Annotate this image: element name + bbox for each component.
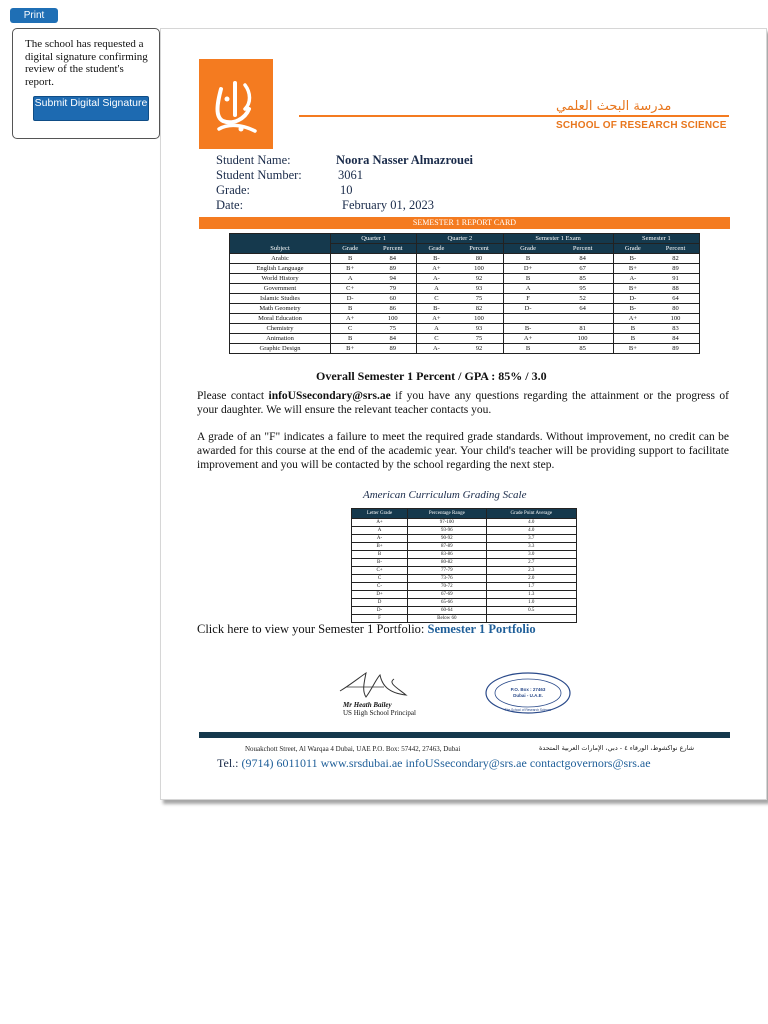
letter-grade-cell: A+ [331,314,370,324]
percent-cell: 94 [369,274,416,284]
group-header: Quarter 2 [417,234,503,244]
subject-cell: Math Geometry [230,304,331,314]
letter-grade-cell: C+ [331,284,370,294]
scale-gpa-cell: 4.0 [486,527,576,535]
footer-phone: (9714) 6011011 [241,756,318,770]
overall-gpa: Overall Semester 1 Percent / GPA : 85% / 3.0 [316,369,547,383]
letter-grade-cell: A+ [417,264,456,274]
grade-row [230,304,700,314]
percent-cell: 89 [652,344,699,354]
percent-cell: 79 [369,284,416,294]
scale-row [352,527,577,535]
scale-letter-cell: C+ [352,567,408,575]
grade-row [216,183,353,198]
letter-grade-cell: B- [503,324,553,334]
letter-grade-cell: A- [417,274,456,284]
signatory-name: Mr Heath Bailey [343,701,392,709]
scale-letter-cell: A+ [352,519,408,527]
subject-header: Subject [230,234,331,254]
percent-subheader: Percent [652,244,699,254]
scale-row [352,519,577,527]
report-date: February 01, 2023 [342,198,434,212]
student-name-label: Student Name: [216,153,291,167]
percent-cell: 75 [369,324,416,334]
letter-grade-cell: A+ [503,334,553,344]
school-stamp [484,671,572,715]
scale-row [352,607,577,615]
scale-header: Grade Point Average [486,509,576,519]
grade-subheader: Grade [613,244,652,254]
date-row [216,198,434,213]
signature-request-message: The school has requested a digital signature confirming review of the student's report. [25,38,148,88]
grading-scale-table [351,508,577,623]
letter-grade-cell: A [503,284,553,294]
scale-row [352,575,577,583]
scale-gpa-cell: 1.7 [486,583,576,591]
contact-email: infoUSsecondary@srs.ae [268,390,391,402]
scale-letter-cell: B+ [352,543,408,551]
scale-row [352,599,577,607]
letter-grade-cell [503,314,553,324]
scale-range-cell: 77-79 [408,567,487,575]
grade-subheader: Grade [503,244,553,254]
scale-row [352,551,577,559]
subject-cell: Moral Education [230,314,331,324]
letter-grade-cell: D- [503,304,553,314]
percent-cell: 91 [652,274,699,284]
scale-gpa-cell: 3.3 [486,543,576,551]
scale-row [352,567,577,575]
footer-contacts [217,756,651,771]
tel-label: Tel.: [217,756,242,770]
scale-row [352,535,577,543]
percent-cell: 92 [456,274,503,284]
letter-grade-cell: B [331,304,370,314]
percent-cell: 82 [456,304,503,314]
percent-subheader: Percent [553,244,614,254]
school-name: SCHOOL OF RESEARCH SCIENCE [556,120,727,131]
student-name: Noora Nasser Almazrouei [336,153,474,167]
principal-signature [336,667,426,703]
percent-cell: 84 [369,334,416,344]
scale-range-cell: Below 60 [408,615,487,623]
letter-grade-cell: B [503,274,553,284]
subject-cell: Government [230,284,331,294]
letter-grade-cell: B- [417,304,456,314]
percent-cell: 64 [553,304,614,314]
scale-gpa-cell: 1.3 [486,591,576,599]
scale-header: Percentage Range [408,509,487,519]
percent-cell: 100 [456,264,503,274]
letter-grade-cell: F [503,294,553,304]
subject-cell: Animation [230,334,331,344]
scale-range-cell: 80-82 [408,559,487,567]
student-number: 3061 [338,168,363,182]
scale-range-cell: 67-69 [408,591,487,599]
percent-cell: 85 [553,274,614,284]
grade-row [230,314,700,324]
percent-cell: 95 [553,284,614,294]
letter-grade-cell: B+ [613,344,652,354]
grade-row [230,274,700,284]
percent-cell: 81 [553,324,614,334]
scale-range-cell: 70-72 [408,583,487,591]
scale-letter-cell: A- [352,535,408,543]
contact-text-after: if you have any questions regarding the attainment or the progress of your daughter. We will ensure the relevant teacher contacts you. [197,390,729,416]
grade-row [230,334,700,344]
scale-letter-cell: D- [352,607,408,615]
grading-scale-title: American Curriculum Grading Scale [363,489,527,501]
percent-cell: 75 [456,334,503,344]
letter-grade-cell: B [331,334,370,344]
report-card-banner: SEMESTER 1 REPORT CARD [199,217,730,229]
grade-subheader: Grade [417,244,456,254]
failure-policy-paragraph: A grade of an "F" indicates a failure to meet the required grade standards. Without improvement, no credit can be awarded for this course at the end of the academic year. Your child's teacher will be providing support to facilitate improvement and you will be contacted by the school regarding the next step. [197,431,729,471]
percent-cell: 64 [652,294,699,304]
percent-subheader: Percent [369,244,416,254]
scale-range-cell: 73-76 [408,575,487,583]
grade-row [230,264,700,274]
letter-grade-cell: B- [417,254,456,264]
percent-cell: 89 [369,264,416,274]
percent-cell: 89 [652,264,699,274]
scale-gpa-cell: 2.7 [486,559,576,567]
report-card-document [160,28,767,800]
subject-cell: Islamic Studies [230,294,331,304]
letter-grade-cell: B- [613,304,652,314]
grade-value: 10 [340,183,353,197]
percent-cell [553,314,614,324]
percent-cell: 86 [369,304,416,314]
subject-cell: Chemistry [230,324,331,334]
student-number-row [216,168,363,183]
school-logo-icon [199,59,273,149]
contact-paragraph [197,390,729,418]
footer-governors-email-link[interactable]: contactgovernors@srs.ae [529,756,651,770]
scale-letter-cell: B- [352,559,408,567]
percent-cell: 100 [456,314,503,324]
scale-letter-cell: A [352,527,408,535]
scale-range-cell: 60-64 [408,607,487,615]
footer-address: Nouakchott Street, Al Warqaa 4 Dubai, UAE P.O. Box: 57442, 27463, Dubai [245,745,461,753]
portfolio-line [197,622,536,637]
scale-row [352,591,577,599]
date-label: Date: [216,198,244,212]
scale-gpa-cell: 2.0 [486,575,576,583]
student-name-row [216,153,473,168]
contact-text-before: Please contact [197,390,269,402]
scale-range-cell: 87-89 [408,543,487,551]
letter-grade-cell: B+ [613,264,652,274]
letter-grade-cell: B [613,324,652,334]
percent-cell: 67 [553,264,614,274]
stamp-city: Dubai - U.A.E. [513,693,543,698]
letter-grade-cell: B [503,254,553,264]
signatory-role: US High School Principal [343,709,416,717]
subject-cell: English Language [230,264,331,274]
percent-cell: 60 [369,294,416,304]
percent-cell: 82 [652,254,699,264]
letter-grade-cell: B [331,254,370,264]
scale-letter-cell: B [352,551,408,559]
scale-range-cell: 90-92 [408,535,487,543]
grade-row [230,294,700,304]
percent-subheader: Percent [456,244,503,254]
percent-cell: 100 [369,314,416,324]
scale-letter-cell: F [352,615,408,623]
scale-gpa-cell: 4.0 [486,519,576,527]
letter-grade-cell: B [613,334,652,344]
letter-grade-cell: B+ [331,264,370,274]
scale-range-cell: 97-100 [408,519,487,527]
group-header: Semester 1 Exam [503,234,613,244]
percent-cell: 84 [652,334,699,344]
letter-grade-cell: C [417,334,456,344]
percent-cell: 75 [456,294,503,304]
letter-grade-cell: B- [613,254,652,264]
scale-range-cell: 83-86 [408,551,487,559]
student-number-label: Student Number: [216,168,302,182]
letter-grade-cell: D+ [503,264,553,274]
subject-cell: Graphic Design [230,344,331,354]
percent-cell: 88 [652,284,699,294]
percent-cell: 93 [456,284,503,294]
percent-cell: 84 [553,254,614,264]
percent-cell: 80 [652,304,699,314]
scale-row [352,543,577,551]
scale-range-cell: 93-96 [408,527,487,535]
scale-letter-cell: D+ [352,591,408,599]
scale-gpa-cell: 3.0 [486,551,576,559]
percent-cell: 100 [553,334,614,344]
letter-grade-cell: A+ [417,314,456,324]
portfolio-prefix: Click here to view your Semester 1 Portfolio: [197,622,428,636]
group-header: Quarter 1 [331,234,417,244]
footer-address-arabic: شارع نواكشوط، الورقاء ٤ - دبي، الإمارات العربية المتحدة [539,744,695,752]
school-logo [199,59,273,149]
footer-email-link[interactable]: infoUSsecondary@srs.ae [405,756,527,770]
scale-gpa-cell: 0.5 [486,607,576,615]
grade-row [230,284,700,294]
group-header: Semester 1 [613,234,699,244]
scale-header: Letter Grade [352,509,408,519]
signature-request-panel [12,28,160,139]
letter-grade-cell: C [331,324,370,334]
letter-grade-cell: A+ [613,314,652,324]
scale-gpa-cell: 1.0 [486,599,576,607]
school-name-arabic: مدرسة البحث العلمي [556,99,672,114]
subject-cell: Arabic [230,254,331,264]
grade-row [230,254,700,264]
print-button[interactable]: Print [10,8,58,23]
stamp-pobox: P.O. Box : 27463 [510,687,546,692]
percent-cell: 85 [553,344,614,354]
semester-portfolio-link[interactable]: Semester 1 Portfolio [427,622,536,636]
grade-subheader: Grade [331,244,370,254]
percent-cell: 84 [369,254,416,264]
letter-grade-cell: B+ [331,344,370,354]
footer-divider [199,732,730,738]
grade-label: Grade: [216,183,251,197]
letter-grade-cell: C [417,294,456,304]
letter-grade-cell: D- [613,294,652,304]
percent-cell: 92 [456,344,503,354]
percent-cell: 80 [456,254,503,264]
letter-grade-cell: A [331,274,370,284]
scale-range-cell: 65-66 [408,599,487,607]
scale-gpa-cell: 3.7 [486,535,576,543]
scale-row [352,583,577,591]
subject-cell: World History [230,274,331,284]
letter-grade-cell: B [503,344,553,354]
scale-letter-cell: C- [352,583,408,591]
letter-grade-cell: B+ [613,284,652,294]
scale-gpa-cell: 2.3 [486,567,576,575]
letter-grade-cell: A- [417,344,456,354]
percent-cell: 83 [652,324,699,334]
scale-row [352,559,577,567]
letter-grade-cell: D- [331,294,370,304]
letter-grade-cell: A- [613,274,652,284]
grade-row [230,344,700,354]
letter-grade-cell: A [417,324,456,334]
percent-cell: 93 [456,324,503,334]
scale-letter-cell: D [352,599,408,607]
percent-cell: 89 [369,344,416,354]
stamp-ring-text: The School of Research Science [504,708,552,712]
letter-grade-cell: A [417,284,456,294]
percent-cell: 100 [652,314,699,324]
percent-cell: 52 [553,294,614,304]
scale-letter-cell: C [352,575,408,583]
submit-digital-signature-button[interactable]: Submit Digital Signature [33,96,149,121]
grade-row [230,324,700,334]
header-divider [299,115,729,117]
footer-website-link[interactable]: www.srsdubai.ae [320,756,403,770]
grades-table [229,233,700,354]
